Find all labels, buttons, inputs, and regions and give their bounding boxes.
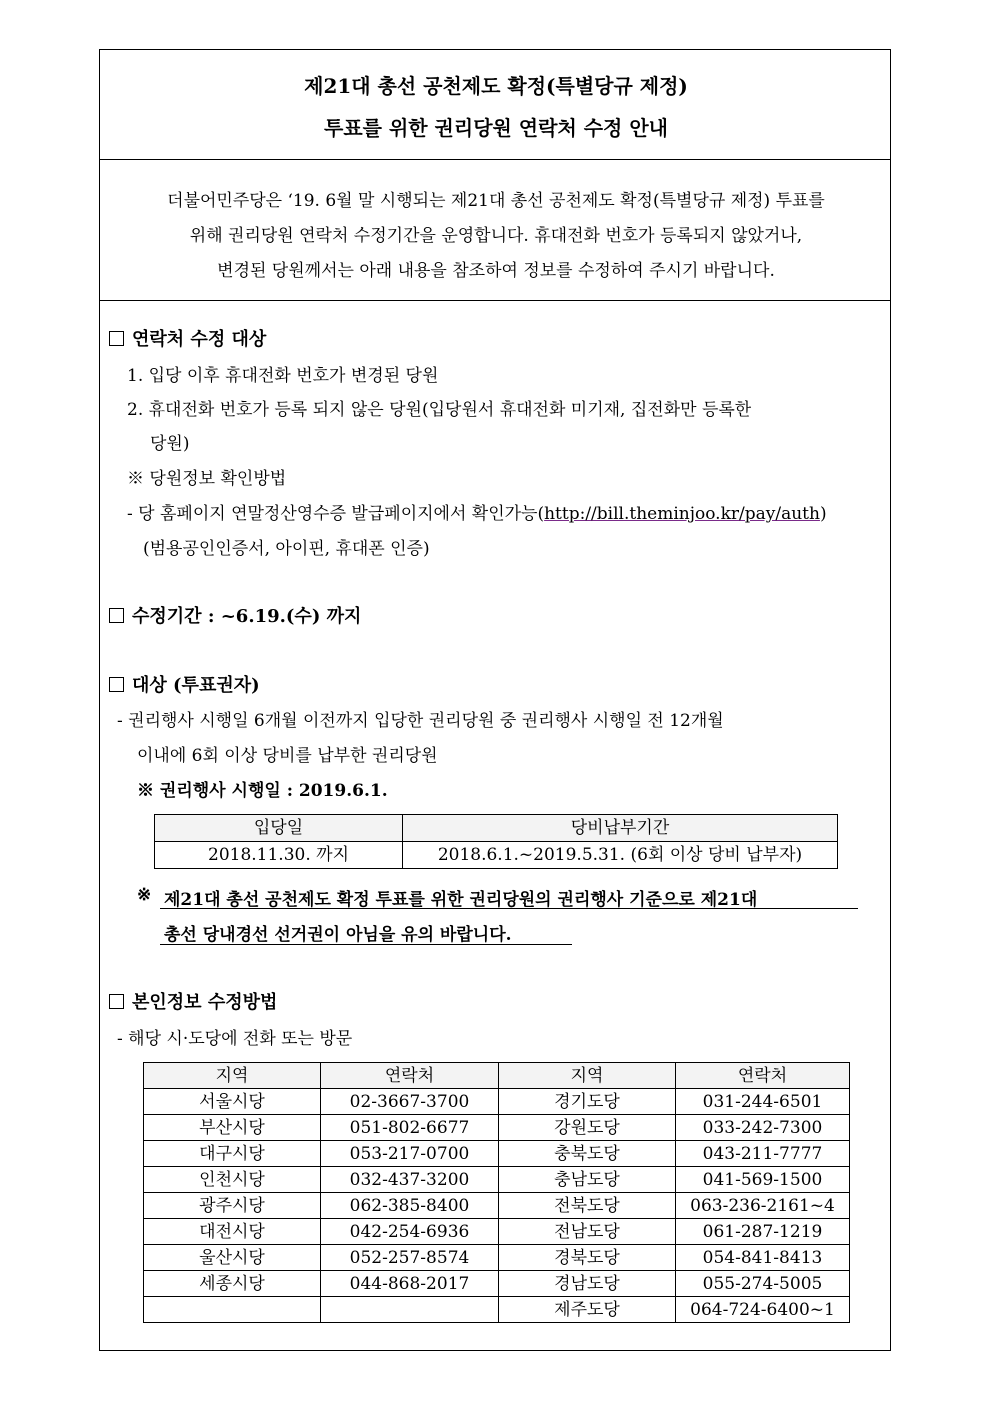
checkbox-square-icon [109,994,124,1009]
section-heading-period [109,602,361,628]
contact-cell: 031-244-6501 [676,1089,850,1115]
region-cell [144,1297,321,1323]
contact-cell: 055-274-5005 [676,1271,850,1297]
intro-line2: 위해 권리당원 연락처 수정기간을 운영합니다. 휴대전화 번호가 등록되지 않았거나, [189,226,803,246]
check-prefix: - 당 홈페이지 연말정산영수증 발급페이지에서 확인가능( [127,504,545,524]
table-row [144,1115,850,1141]
table-row [144,1089,850,1115]
contact-cell: 051-802-6677 [321,1115,499,1141]
warning-line2: 총선 당내경선 선거권이 아님을 유의 바랍니다. [164,925,512,945]
contact-cell: 062-385-8400 [321,1193,499,1219]
warning-underline-2 [160,944,572,945]
checkbox-square-icon [109,331,124,346]
check-methods: (범용공인인증서, 아이핀, 휴대폰 인증) [143,539,430,559]
contact-cell: 042-254-6936 [321,1219,499,1245]
method-line1: - 해당 시·도당에 전화 또는 방문 [117,1029,353,1049]
region-cell: 제주도당 [499,1297,676,1323]
checkbox-square-icon [109,608,124,623]
contact-cell: 043-211-7777 [676,1141,850,1167]
member-info-check-line [127,499,827,524]
contact-cell: 044-868-2017 [321,1271,499,1297]
region-cell: 울산시당 [144,1245,321,1271]
contact-cell: 064-724-6400~1 [676,1297,850,1323]
table-row [144,1193,850,1219]
target-item-2: 2. 휴대전화 번호가 등록 되지 않은 당원(입당원서 휴대전화 미기재, 집전화만 등록한 [127,400,752,420]
table-row [144,1245,850,1271]
region-cell: 서울시당 [144,1089,321,1115]
region-cell: 경남도당 [499,1271,676,1297]
bill-page-link[interactable]: http://bill.theminjoo.kr/pay/auth [544,504,820,524]
page-title-line1: 제21대 총선 공천제도 확정(특별당규 제정) [304,74,688,98]
header-contact: 연락처 [321,1063,499,1089]
contact-cell: 061-287-1219 [676,1219,850,1245]
membership-criteria-table [154,814,838,869]
table-row [144,1167,850,1193]
voter-criteria-line1: - 권리행사 시행일 6개월 이전까지 입당한 권리당원 중 권리행사 시행일 전 12개월 [117,711,724,731]
title-separator [100,159,890,160]
warning-line1: 제21대 총선 공천제도 확정 투표를 위한 권리당원의 권리행사 기준으로 제21대 [164,890,758,910]
table-row [144,1141,850,1167]
contact-cell: 052-257-8574 [321,1245,499,1271]
region-cell: 전북도당 [499,1193,676,1219]
contact-cell: 054-841-8413 [676,1245,850,1271]
intro-line1: 더불어민주당은 ‘19. 6월 말 시행되는 제21대 총선 공천제도 확정(특별당규 제정) 투표를 [167,191,825,211]
intro-separator [100,300,890,301]
header-dues-period: 당비납부기간 [403,815,838,842]
contact-cell: 02-3667-3700 [321,1089,499,1115]
region-cell: 인천시당 [144,1167,321,1193]
section-heading-target [109,325,266,351]
region-cell: 대전시당 [144,1219,321,1245]
contact-cell: 041-569-1500 [676,1167,850,1193]
table-row [144,1219,850,1245]
regional-contacts-table [143,1062,850,1323]
table-row [144,1271,850,1297]
contact-cell: 053-217-0700 [321,1141,499,1167]
table-row [155,842,838,869]
page-title-line2: 투표를 위한 권리당원 연락처 수정 안내 [324,116,668,140]
region-cell: 전남도당 [499,1219,676,1245]
contact-cell [321,1297,499,1323]
header-contact: 연락처 [676,1063,850,1089]
section-heading-voters [109,671,260,697]
exercise-date-note: ※ 권리행사 시행일 : 2019.6.1. [137,781,388,801]
header-region: 지역 [499,1063,676,1089]
warning-mark: ※ [137,885,152,905]
target-item-1: 1. 입당 이후 휴대전화 번호가 변경된 당원 [127,366,439,386]
table-header-row [155,815,838,842]
region-cell: 경북도당 [499,1245,676,1271]
contact-cell: 032-437-3200 [321,1167,499,1193]
target-item-2-cont: 당원) [150,434,190,454]
region-cell: 경기도당 [499,1089,676,1115]
region-cell: 강원도당 [499,1115,676,1141]
table-row [144,1297,850,1323]
dues-period-value: 2018.6.1.~2019.5.31. (6회 이상 당비 납부자) [403,842,838,869]
region-cell: 부산시당 [144,1115,321,1141]
section-heading-voters-label: 대상 (투표권자) [132,675,260,696]
region-cell: 대구시당 [144,1141,321,1167]
section-heading-period-label: 수정기간 : ~6.19.(수) 까지 [132,606,362,627]
contact-cell: 033-242-7300 [676,1115,850,1141]
section-heading-target-label: 연락처 수정 대상 [132,329,267,350]
region-cell: 충남도당 [499,1167,676,1193]
region-cell: 세종시당 [144,1271,321,1297]
voter-criteria-line2: 이내에 6회 이상 당비를 납부한 권리당원 [137,746,438,766]
header-region: 지역 [144,1063,321,1089]
warning-underline-1 [160,908,858,909]
checkbox-square-icon [109,677,124,692]
region-cell: 광주시당 [144,1193,321,1219]
region-cell: 충북도당 [499,1141,676,1167]
section-heading-method [109,988,277,1014]
table-header-row [144,1063,850,1089]
intro-line3: 변경된 당원께서는 아래 내용을 참조하여 정보를 수정하여 주시기 바랍니다. [217,261,775,281]
header-join-date: 입당일 [155,815,403,842]
contact-cell: 063-236-2161~4 [676,1193,850,1219]
join-date-value: 2018.11.30. 까지 [155,842,403,869]
section-heading-method-label: 본인정보 수정방법 [132,992,278,1013]
check-suffix: ) [819,504,827,524]
member-info-note: ※ 당원정보 확인방법 [127,469,287,489]
